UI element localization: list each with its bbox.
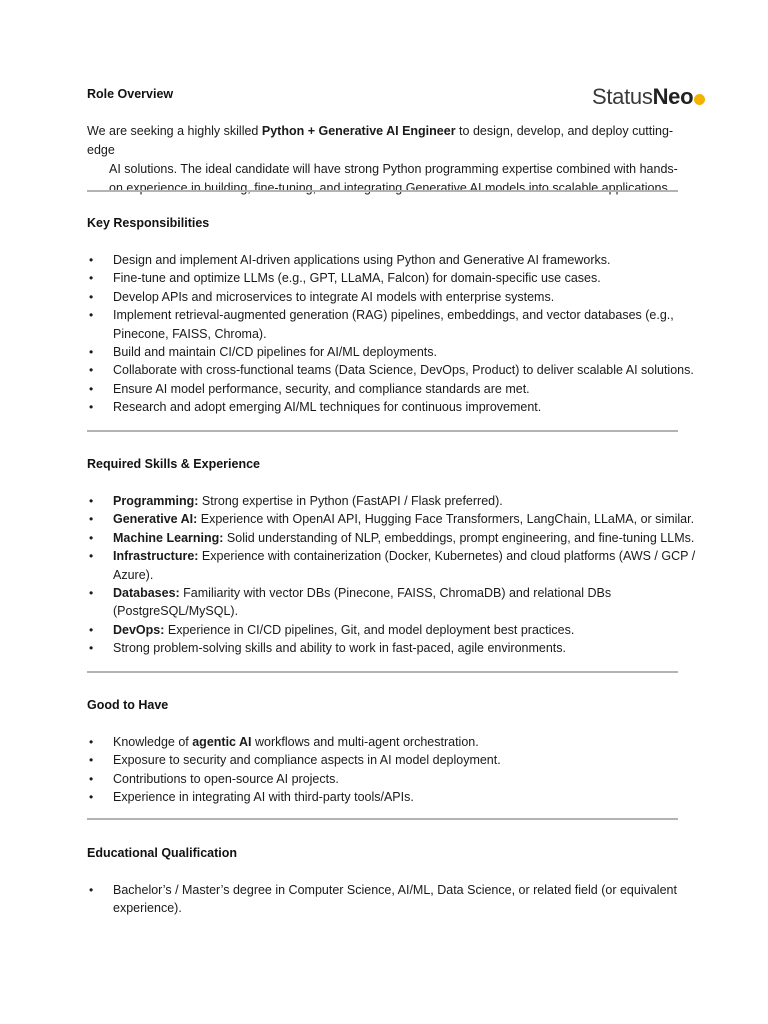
list-item: • Contributions to open-source AI projects. <box>87 770 702 788</box>
skill-label: Machine Learning: <box>113 530 224 545</box>
skill-text: Solid understanding of NLP, embeddings, prompt engineering, and fine-tuning LLMs. <box>223 530 695 545</box>
list-item: • Build and maintain CI/CD pipelines for AI/ML deployments. <box>87 343 702 361</box>
list-item <box>87 584 702 621</box>
education-list <box>87 881 702 918</box>
list-item <box>87 529 702 547</box>
skills-list <box>87 492 702 658</box>
role-text-pre: We are seeking a highly skilled <box>87 124 262 138</box>
logo-text-status: Status <box>592 84 653 109</box>
role-text-post: to design, develop, and deploy cutting-edge <box>87 124 674 157</box>
good-to-have-list <box>87 733 702 807</box>
skill-text: Strong expertise in Python (FastAPI / Flask preferred). <box>198 494 503 508</box>
logo-dot-icon <box>694 94 705 105</box>
role-overview-paragraph <box>87 122 699 198</box>
skill-text: Experience with OpenAI API, Hugging Face Transformers, LangChain, LLaMA, or similar. <box>197 512 695 527</box>
list-item: • Fine-tune and optimize LLMs (e.g., GPT, LLaMA, Falcon) for domain-specific use cases. <box>87 269 702 287</box>
role-text-line2: AI solutions. The ideal candidate will have strong Python programming expertise combined with hands- <box>109 162 678 176</box>
list-item: • Exposure to security and compliance aspects in AI model deployment. <box>87 751 702 769</box>
list-item: • Research and adopt emerging AI/ML techniques for continuous improvement. <box>87 398 702 416</box>
item-text-bold: agentic AI <box>192 735 252 749</box>
item-text-post: workflows and multi-agent orchestration. <box>251 735 479 749</box>
responsibilities-list <box>87 251 702 417</box>
list-item <box>87 510 702 528</box>
skill-label: Infrastructure: <box>113 549 199 564</box>
list-item <box>87 733 702 751</box>
list-item: • Implement retrieval-augmented generation (RAG) pipelines, embeddings, and vector databases (e.g., Pinecone, FAISS, Chroma). <box>87 306 702 343</box>
list-item: • Ensure AI model performance, security, and compliance standards are met. <box>87 380 702 398</box>
list-item <box>87 547 702 584</box>
section-divider <box>87 818 678 820</box>
skill-text: Familiarity with vector DBs (Pinecone, FAISS, ChromaDB) and relational DBs (PostgreSQL/MySQL). <box>113 586 612 619</box>
list-item: • Experience in integrating AI with third-party tools/APIs. <box>87 788 702 806</box>
section-divider <box>87 671 678 673</box>
section-divider <box>87 430 678 432</box>
list-item <box>87 492 702 510</box>
responsibilities-heading: Key Responsibilities <box>87 216 210 230</box>
role-text-line3: on experience in building, fine-tuning, and integrating Generative AI models into scalable applications. <box>109 181 672 195</box>
role-overview-heading: Role Overview <box>87 87 174 101</box>
good-to-have-heading: Good to Have <box>87 698 169 712</box>
skill-label: DevOps: <box>113 622 165 637</box>
skills-heading: Required Skills & Experience <box>87 457 260 471</box>
skill-label: Programming: <box>113 494 199 508</box>
item-text-pre: Knowledge of <box>113 735 193 749</box>
list-item <box>87 639 702 657</box>
education-heading: Educational Qualification <box>87 846 238 860</box>
list-item: • Collaborate with cross-functional teams (Data Science, DevOps, Product) to deliver scalable AI solutions. <box>87 361 702 379</box>
skill-text: Experience with containerization (Docker, Kubernetes) and cloud platforms (AWS / GCP / Azure). <box>113 549 696 582</box>
skill-label: Databases: <box>113 586 180 601</box>
section-divider <box>87 190 678 192</box>
skill-label: Generative AI: <box>113 512 198 527</box>
skill-text: Strong problem-solving skills and ability to work in fast-paced, agile environments. <box>113 641 566 656</box>
list-item: • Design and implement AI-driven applications using Python and Generative AI frameworks. <box>87 251 702 269</box>
role-title-bold: Python + Generative AI Engineer <box>261 124 456 138</box>
list-item: • Develop APIs and microservices to integrate AI models with enterprise systems. <box>87 288 702 306</box>
statusneo-logo <box>592 84 705 110</box>
logo-text-neo: Neo <box>652 84 694 109</box>
list-item <box>87 621 702 639</box>
skill-text: Experience in CI/CD pipelines, Git, and model deployment best practices. <box>164 622 575 637</box>
list-item: • Bachelor’s / Master’s degree in Computer Science, AI/ML, Data Science, or related field (or equivalent experience). <box>87 881 702 918</box>
